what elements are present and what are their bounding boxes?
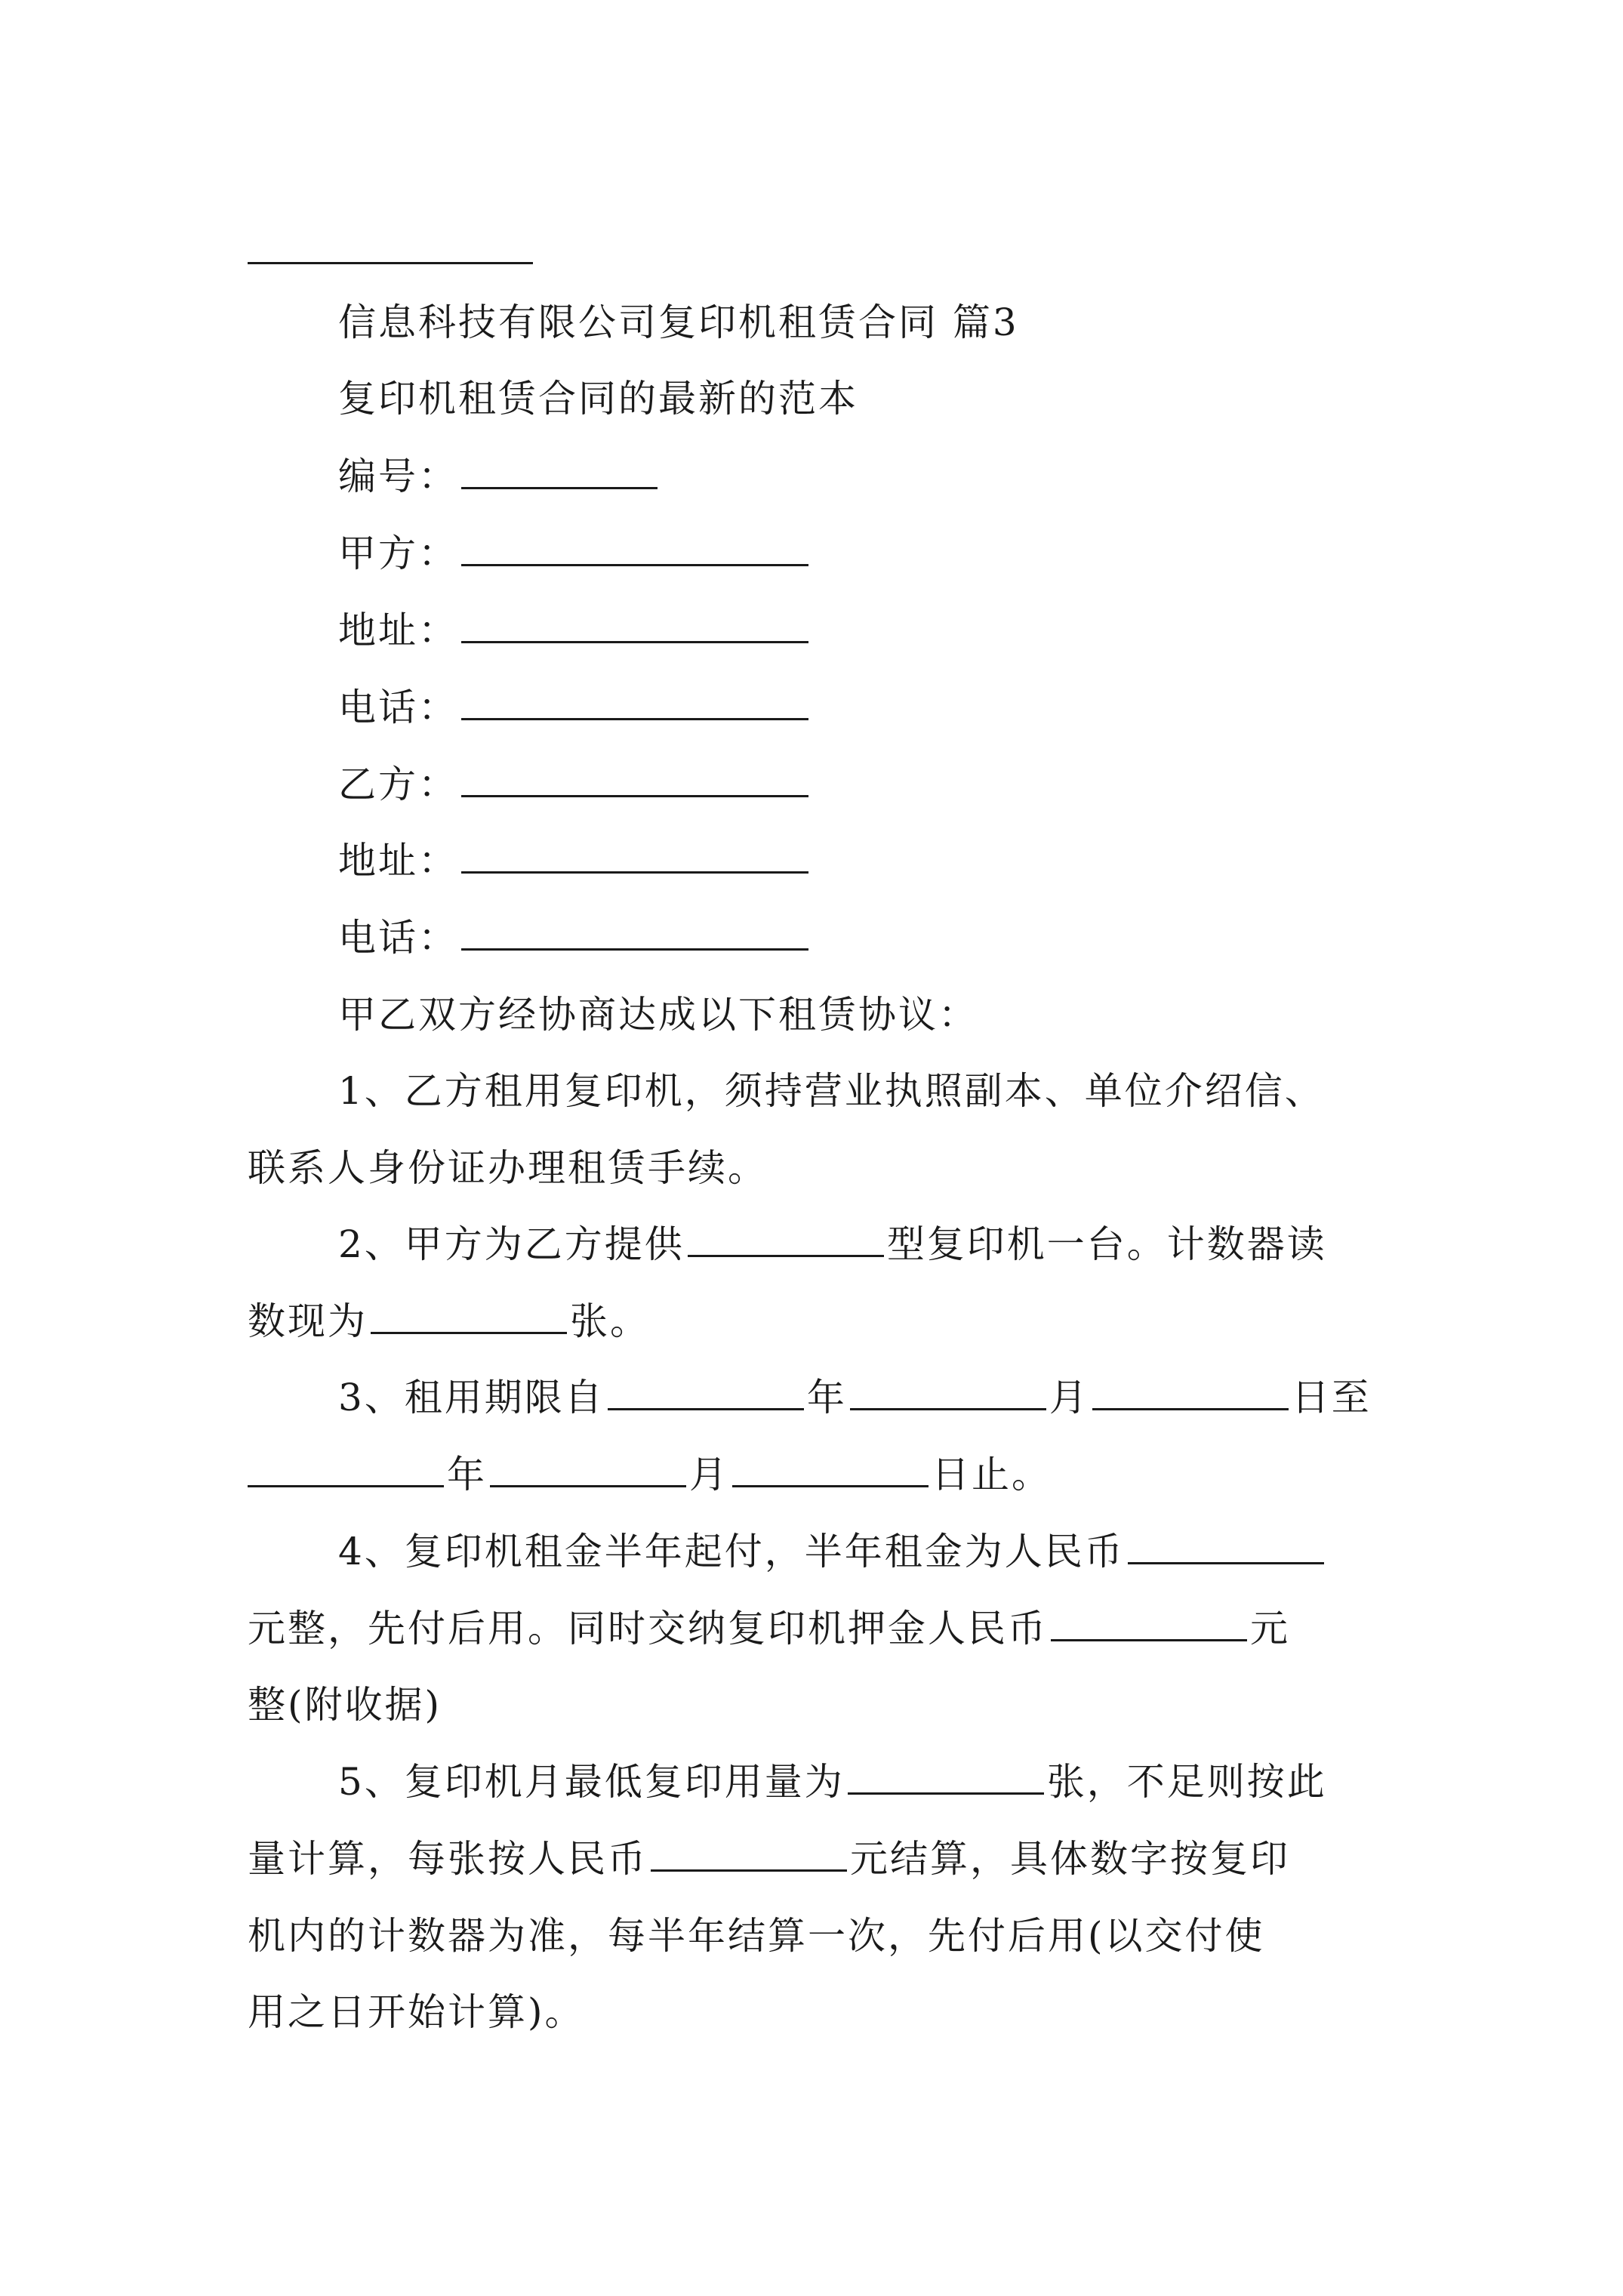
blank-line xyxy=(688,1225,884,1257)
field-party-b xyxy=(338,762,812,807)
blank-line xyxy=(461,457,658,489)
clause-4-line-1 xyxy=(338,1529,1327,1574)
field-label: 编号： xyxy=(338,455,458,498)
field-label: 地址： xyxy=(338,839,458,883)
clause-text: 日止。 xyxy=(932,1453,1052,1496)
field-party-a xyxy=(338,531,812,576)
clause-text: 型复印机一台。计数器读 xyxy=(886,1222,1327,1266)
blank-line xyxy=(608,1378,804,1410)
top-rule xyxy=(248,262,533,264)
clause-text: 4、复印机租金半年起付，半年租金为人民币 xyxy=(338,1530,1125,1573)
clause-2-line-1 xyxy=(338,1222,1327,1267)
blank-line xyxy=(732,1455,929,1487)
document-heading: 信息科技有限公司复印机租赁合同 篇3 xyxy=(338,300,1019,344)
clause-2-line-2 xyxy=(248,1299,650,1344)
clause-text: 张，不足则按此 xyxy=(1046,1760,1327,1804)
field-label: 甲方： xyxy=(338,532,458,575)
clause-text: 2、甲方为乙方提供 xyxy=(338,1222,685,1266)
blank-line xyxy=(461,918,808,951)
clause-text: 元结算，具体数字按复印 xyxy=(850,1837,1290,1881)
blank-line xyxy=(848,1762,1044,1795)
clause-1-line-2: 联系人身份证办理租赁手续。 xyxy=(248,1146,768,1190)
field-number xyxy=(338,454,661,499)
field-label: 乙方： xyxy=(338,763,458,806)
blank-line xyxy=(651,1839,847,1872)
blank-line xyxy=(371,1302,567,1334)
clause-5-line-3: 机内的计数器为准，每半年结算一次，先付后用(以交付使 xyxy=(248,1914,1265,1958)
blank-line xyxy=(1092,1378,1289,1410)
field-address-b xyxy=(338,838,812,883)
clause-text: 年 xyxy=(806,1376,847,1419)
document-subtitle: 复印机租赁合同的最新的范本 xyxy=(338,377,858,421)
clause-text: 量计算，每张按人民币 xyxy=(248,1837,648,1881)
clause-4-line-2 xyxy=(248,1606,1290,1651)
clause-text: 数现为 xyxy=(248,1299,368,1343)
blank-line xyxy=(461,841,808,874)
blank-line xyxy=(1051,1609,1247,1641)
clause-4-line-3: 整(附收据) xyxy=(248,1683,442,1727)
clause-text: 元整，先付后用。同时交纳复印机押金人民币 xyxy=(248,1607,1048,1650)
clause-3-line-1 xyxy=(338,1375,1372,1420)
clause-text: 月 xyxy=(1049,1376,1089,1419)
clause-5-line-1 xyxy=(338,1759,1327,1804)
clause-text: 年 xyxy=(447,1453,487,1496)
blank-line xyxy=(248,1455,444,1487)
intro-paragraph: 甲乙双方经协商达成以下租赁协议： xyxy=(338,993,978,1037)
blank-line xyxy=(850,1378,1046,1410)
clause-text: 元 xyxy=(1250,1607,1290,1650)
blank-line xyxy=(461,688,808,720)
blank-line xyxy=(490,1455,686,1487)
field-phone-b xyxy=(338,915,812,960)
field-address-a xyxy=(338,608,812,653)
field-label: 地址： xyxy=(338,609,458,652)
clause-text: 月 xyxy=(689,1453,729,1496)
clause-text: 5、复印机月最低复印用量为 xyxy=(338,1760,845,1804)
blank-line xyxy=(461,534,808,566)
clause-text: 日至 xyxy=(1291,1376,1372,1419)
clause-5-line-2 xyxy=(248,1836,1290,1881)
field-label: 电话： xyxy=(338,916,458,960)
blank-line xyxy=(1128,1532,1324,1564)
clause-1-line-1: 1、乙方租用复印机，须持营业执照副本、单位介绍信、 xyxy=(338,1069,1325,1113)
field-label: 电话： xyxy=(338,686,458,729)
field-phone-a xyxy=(338,685,812,730)
clause-5-line-4: 用之日开始计算)。 xyxy=(248,1990,585,2034)
blank-line xyxy=(461,611,808,643)
clause-3-line-2 xyxy=(248,1452,1052,1497)
clause-text: 3、租用期限自 xyxy=(338,1376,605,1419)
blank-line xyxy=(461,765,808,797)
clause-text: 张。 xyxy=(570,1299,650,1343)
